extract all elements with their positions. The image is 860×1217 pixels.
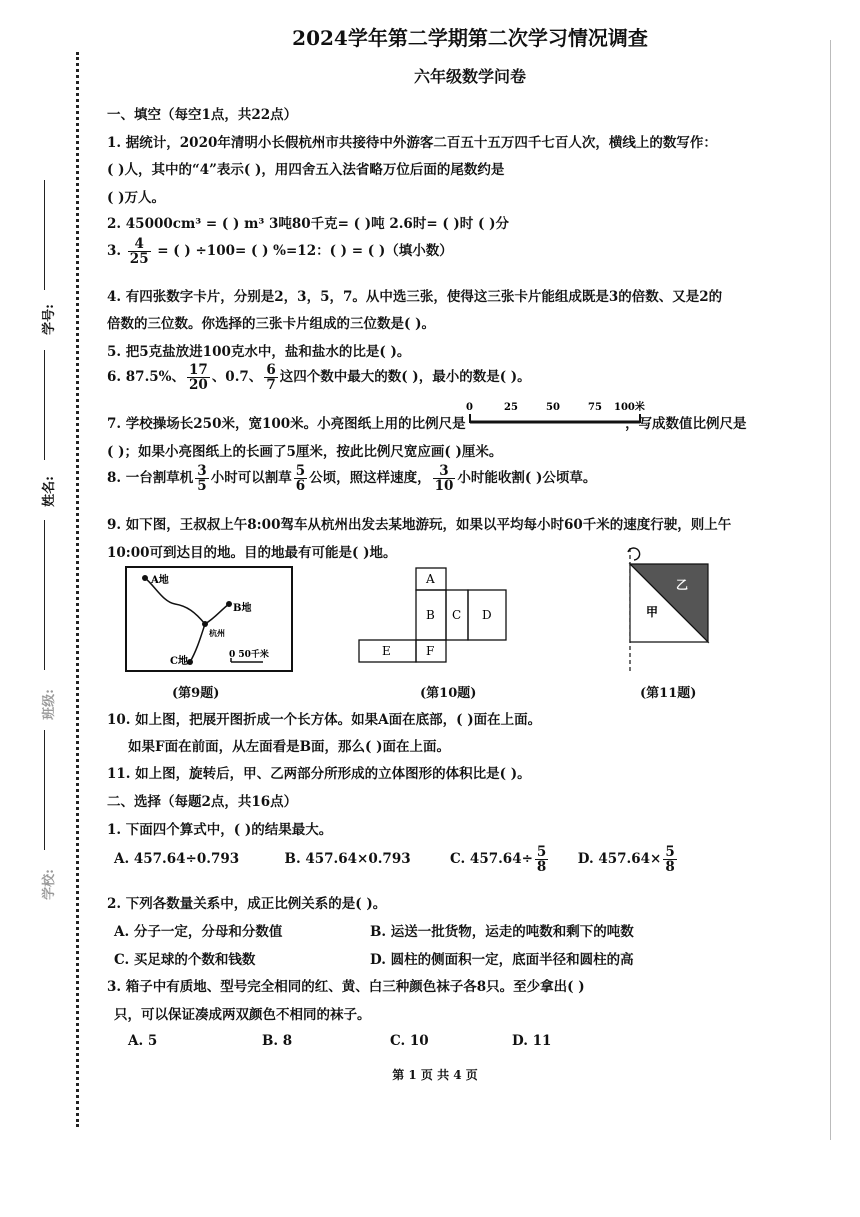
- scale-bar: [462, 396, 652, 430]
- s2-q1-fraction-c: $\frac{5}{8}$: [536, 844, 547, 876]
- name-line: [44, 520, 45, 670]
- q4-line2: 倍数的三位数。你选择的三张卡片组成的三位数是( )。: [107, 316, 435, 332]
- net-face-b: B: [426, 608, 435, 622]
- s2-q2: 2. 下列各数量关系中，成正比例关系的是( )。: [107, 896, 387, 912]
- q10-line2: 如果F面在前面，从左面看是B面，那么( )面在上面。: [128, 739, 450, 755]
- school-label: 学校:: [41, 869, 57, 900]
- s2-q1-option-b: B. 457.64×0.793: [284, 851, 411, 868]
- q2: 2. 45000cm³ = ( ) m³ 3吨80千克= ( )吨 2.6时= ( )时 ( )分: [107, 216, 509, 232]
- q3-rest: = ( ) ÷100= ( ) %=12：( ) = ( )（填小数）: [157, 243, 453, 260]
- s2-q3-line2: 只，可以保证凑成两双颜色不相同的袜子。: [114, 1007, 371, 1023]
- q6-fraction-2: $\frac{6}{7}$: [266, 362, 276, 394]
- q4-line1: 4. 有四张数字卡片，分别是2，3，5，7。从中选三张，使得这三张卡片能组成既是3的倍数、又是2的: [107, 289, 723, 305]
- s2-q3-option-b: B. 8: [262, 1033, 293, 1049]
- q11: 11. 如上图，旋转后，甲、乙两部分所形成的立体图形的体积比是( )。: [107, 766, 531, 782]
- s2-q2-option-d: D. 圆柱的侧面积一定，底面半径和圆柱的高: [370, 952, 634, 968]
- q3-prefix: 3.: [107, 243, 122, 260]
- q3-fraction: $\frac{4}{25}$: [129, 236, 149, 268]
- q8: 8. 一台割草机 $\frac{3}{5}$ 小时可以割草 $\frac{5}{6}$ 公顷，照这样速度， $\frac{3}{10}$ 小时能收割( )公顷草。: [107, 463, 597, 495]
- map-a-label: A地: [151, 575, 169, 586]
- class-line: [44, 730, 45, 850]
- figure-9-map: [125, 566, 295, 676]
- figure-9-caption: (第9题): [172, 686, 220, 701]
- region-jia-label: 甲: [646, 605, 659, 619]
- s2-q1: 1. 下面四个算式中，( )的结果最大。: [107, 822, 333, 838]
- q3: [107, 237, 453, 266]
- net-face-c: C: [452, 608, 462, 622]
- figure-11-square: [618, 544, 718, 674]
- net-face-d: D: [482, 608, 492, 622]
- name-line-top: [44, 350, 45, 460]
- scale-label-0: 0: [466, 402, 473, 413]
- map-hangzhou-label: 杭州: [209, 628, 225, 638]
- s2-q1-option-a: A. 457.64÷0.793: [114, 851, 240, 868]
- q8-fraction-1: $\frac{3}{5}$: [197, 463, 207, 495]
- q9-line1: 9. 如下图，王叔叔上午8:00驾车从杭州出发去某地游玩，如果以平均每小时60千米的速度行驶，则上午: [107, 517, 732, 533]
- section1-heading: 一、填空（每空1点，共22点）: [107, 107, 298, 123]
- q1-line1: 1. 据统计，2020年清明小长假杭州市共接待中外游客二百五十五万四千七百人次，横线上的数写作：: [107, 135, 717, 151]
- section2-heading: 二、选择（每题2点，共16点）: [107, 794, 298, 810]
- page-number: 第 1 页 共 4 页: [392, 1068, 478, 1082]
- scale-label-75: 75: [588, 402, 602, 413]
- page-subtitle: 六年级数学问卷: [413, 67, 526, 86]
- q6: 6. 87.5%、 $\frac{17}{20}$ 、0.7、 $\frac{6}{7}$ 这四个数中最大的数( )，最小的数是( )。: [107, 362, 531, 394]
- scale-label-100: 100米: [614, 402, 645, 413]
- q8-fraction-2: $\frac{5}{6}$: [295, 463, 306, 495]
- net-face-a: A: [426, 572, 435, 586]
- q6-fraction-1: $\frac{17}{20}$: [189, 362, 208, 394]
- figure-10-net: [355, 566, 515, 666]
- s2-q2-option-c: C. 买足球的个数和钱数: [114, 952, 256, 968]
- scale-label-25: 25: [504, 402, 518, 413]
- name-label: 姓名:: [41, 476, 57, 507]
- map-scale-label: 0 50千米: [229, 650, 269, 660]
- s2-q1-option-d: D. 457.64×: [577, 851, 662, 868]
- s2-q3-option-a: A. 5: [128, 1033, 158, 1049]
- s2-q3-line1: 3. 箱子中有质地、型号完全相同的红、黄、白三种颜色袜子各8只。至少拿出( ): [107, 979, 585, 995]
- net-face-f: F: [426, 644, 435, 658]
- s2-q1-options: [114, 845, 679, 874]
- s2-q1-fraction-d: $\frac{5}{8}$: [665, 844, 675, 876]
- binding-dotted-line: [76, 52, 79, 1127]
- s2-q3-option-d: D. 11: [512, 1033, 552, 1049]
- region-yi-label: 乙: [676, 578, 689, 592]
- s2-q2-option-b: B. 运送一批货物，运走的吨数和剩下的吨数: [370, 924, 634, 940]
- q1-line3: ( )万人。: [107, 190, 165, 206]
- scale-label-50: 50: [546, 402, 560, 413]
- student-id-label: 学号:: [41, 304, 57, 335]
- class-label: 班级:: [41, 689, 57, 720]
- net-face-e: E: [382, 644, 391, 658]
- figure-10-caption: (第10题): [420, 686, 477, 701]
- map-c-label: C地: [170, 656, 188, 667]
- q8-fraction-3: $\frac{3}{10}$: [434, 463, 454, 495]
- map-b-label: B地: [233, 603, 252, 614]
- s2-q3-option-c: C. 10: [390, 1033, 429, 1049]
- q9-line2: 10:00可到达目的地。目的地最有可能是( )地。: [107, 545, 397, 561]
- figure-11-caption: (第11题): [640, 686, 697, 701]
- s2-q2-option-a: A. 分子一定，分母和分数值: [114, 924, 283, 940]
- page-edge-line: [830, 40, 831, 1140]
- student-id-line: [44, 180, 45, 290]
- q10-line1: 10. 如上图，把展开图折成一个长方体。如果A面在底部，( )面在上面。: [107, 712, 542, 728]
- s2-q1-option-c: C. 457.64÷: [450, 851, 533, 868]
- q7-line1: 7. 学校操场长250米，宽100米。小亮图纸上用的比例尺是 ，写成数值比例尺是: [107, 416, 747, 432]
- page-title: 2024学年第二学期第二次学习情况调查: [292, 26, 648, 50]
- q5: 5. 把5克盐放进100克水中，盐和盐水的比是( )。: [107, 344, 411, 360]
- q7-line2: ( )；如果小亮图纸上的长画了5厘米，按此比例尺宽应画( )厘米。: [107, 444, 503, 460]
- q1-line2: ( )人，其中的“4”表示( )，用四舍五入法省略万位后面的尾数约是: [107, 162, 505, 178]
